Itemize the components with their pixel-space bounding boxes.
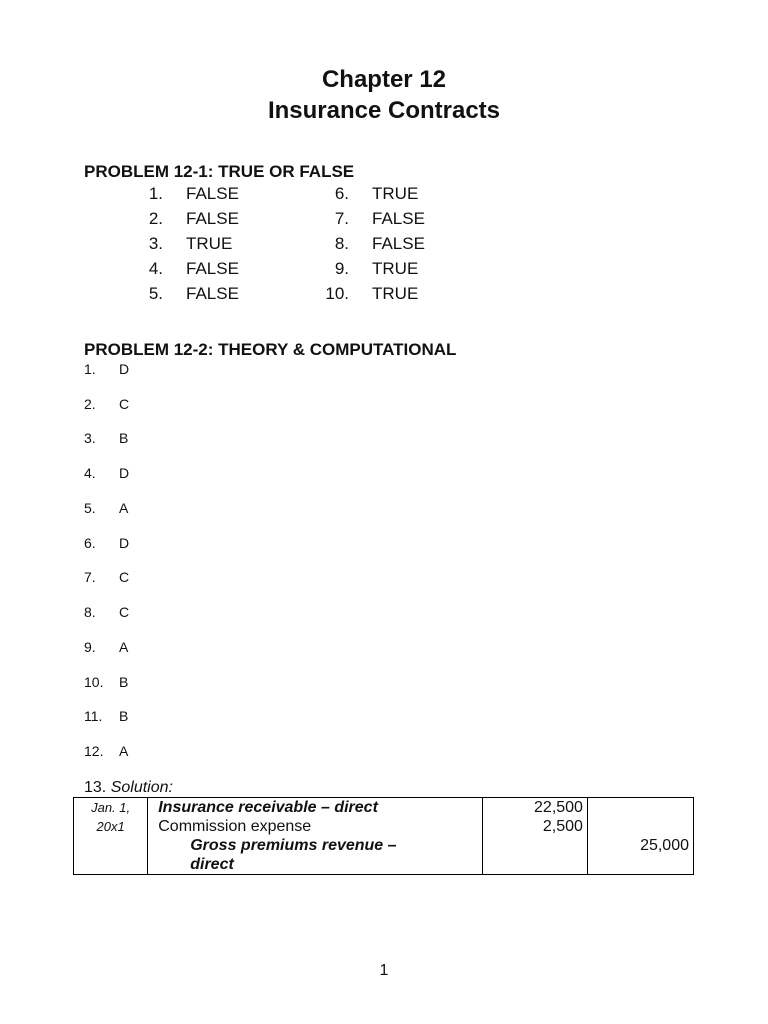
problem-2-heading: PROBLEM 12-2: THEORY & COMPUTATIONAL	[84, 340, 457, 359]
credit-amount-1: 25,000	[640, 837, 689, 854]
account-credit-1-cont: direct	[190, 856, 234, 873]
account-titles	[148, 798, 483, 875]
chapter-title: Insurance Contracts	[267, 97, 501, 124]
table-row	[74, 798, 694, 875]
list-item: 4. FALSE 9. TRUE	[148, 259, 419, 278]
account-credit-1: Gross premiums revenue –	[190, 837, 397, 854]
debit-amount-1: 22,500	[534, 799, 583, 816]
document-page: Chapter 12 Insurance Contracts PROBLEM 12-1: TRUE OR FALSE 1. FALSE 6. TRUE 2. FALSE 7. FALSE 3. TRUE 8. FALSE 4. FALSE 9. TRUE 5. FALSE 10. TRUE PROBLEM 12-2: THEORY & COMPUTATIONAL 1. D 2. C 3. B 4. D 5. A 6. D 7. C 8. C 9. A 10. B 11. B 12. A 13. Solution: Jan. 1, 20x1 Insurance receivable – direct Commission expense Gross premiums revenue – direct 22,500 2,500 25,000 1	[0, 0, 768, 1024]
debit-amount-2: 2,500	[542, 818, 583, 835]
list-item: 1. FALSE 6. TRUE	[148, 184, 419, 203]
solution-number: 13.	[84, 779, 107, 796]
list-item: 2. FALSE 7. FALSE	[148, 209, 425, 228]
chapter-number: Chapter 12	[321, 66, 447, 93]
credit-column	[587, 798, 693, 875]
list-item: 3. TRUE 8. FALSE	[148, 234, 425, 253]
list-item: 5. FALSE 10. TRUE	[148, 284, 419, 303]
problem-1-heading: PROBLEM 12-1: TRUE OR FALSE	[84, 162, 355, 181]
debit-column	[482, 798, 587, 875]
journal-entry-table	[73, 797, 694, 875]
entry-date: Jan. 1, 20x1	[74, 798, 148, 875]
account-debit-2: Commission expense	[158, 818, 312, 835]
page-number: 1	[379, 962, 389, 979]
solution-text: Solution:	[110, 779, 173, 796]
account-debit-1: Insurance receivable – direct	[158, 799, 378, 816]
solution-label	[84, 778, 173, 798]
